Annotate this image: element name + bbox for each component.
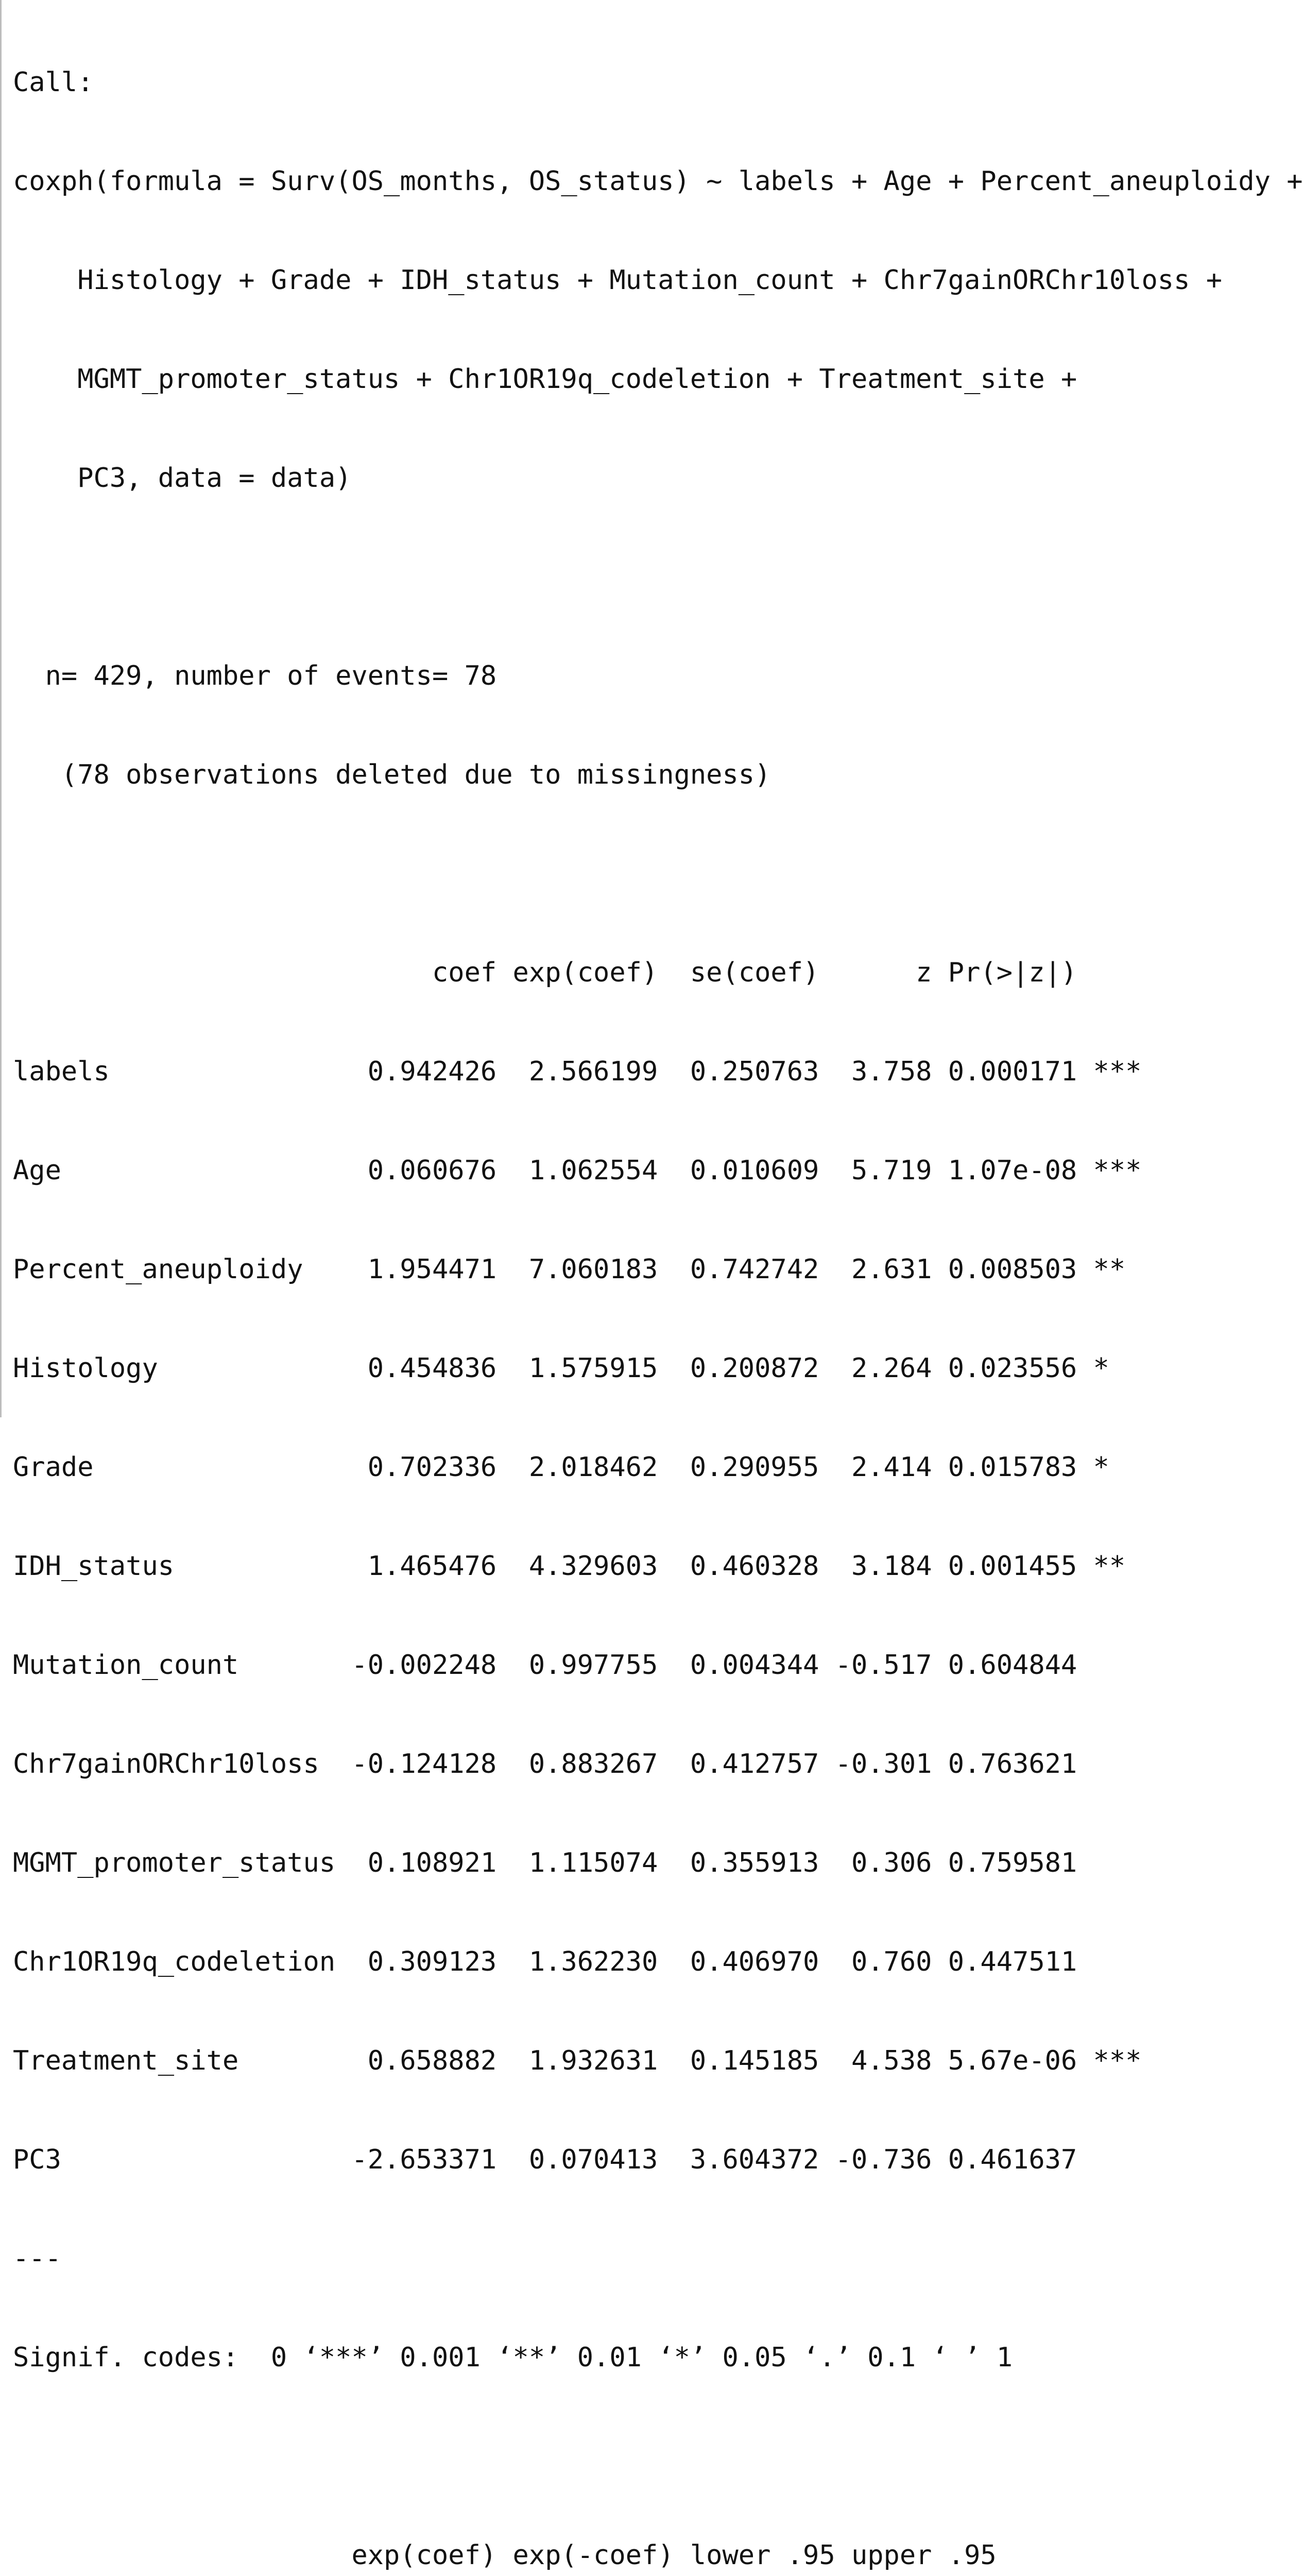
- console-line: Call:: [13, 67, 94, 98]
- console-line: PC3, data = data): [13, 463, 352, 494]
- console-line: Chr7gainORChr10loss -0.124128 0.883267 0.412757 -0.301 0.763621: [13, 1749, 1077, 1780]
- console-line: Histology + Grade + IDH_status + Mutation_count + Chr7gainORChr10loss +: [13, 265, 1222, 296]
- console-text: [13, 0, 1303, 2576]
- console-line: Histology 0.454836 1.575915 0.200872 2.264 0.023556 *: [13, 1353, 1109, 1384]
- console-line: Percent_aneuploidy 1.954471 7.060183 0.742742 2.631 0.008503 **: [13, 1254, 1126, 1285]
- console-line: Mutation_count -0.002248 0.997755 0.004344 -0.517 0.604844: [13, 1650, 1077, 1681]
- console-line: Chr1OR19q_codeletion 0.309123 1.362230 0.406970 0.760 0.447511: [13, 1946, 1077, 1977]
- console-line: [13, 857, 1303, 890]
- console-line: (78 observations deleted due to missingness): [13, 759, 771, 790]
- console-line: n= 429, number of events= 78: [13, 660, 497, 691]
- console-line: PC3 -2.653371 0.070413 3.604372 -0.736 0.461637: [13, 2144, 1077, 2175]
- console-line: Treatment_site 0.658882 1.932631 0.145185 4.538 5.67e-06 ***: [13, 2045, 1142, 2076]
- console-line: MGMT_promoter_status 0.108921 1.115074 0.355913 0.306 0.759581: [13, 1848, 1077, 1878]
- console-line: Age 0.060676 1.062554 0.010609 5.719 1.07e-08 ***: [13, 1155, 1142, 1186]
- console-line: labels 0.942426 2.566199 0.250763 3.758 0.000171 ***: [13, 1056, 1142, 1087]
- console-line: ---: [13, 2243, 61, 2274]
- console-line: MGMT_promoter_status + Chr1OR19q_codeletion + Treatment_site +: [13, 364, 1077, 395]
- console-line: [13, 2440, 1303, 2473]
- console-line: Signif. codes: 0 ‘***’ 0.001 ‘**’ 0.01 ‘*’ 0.05 ‘.’ 0.1 ‘ ’ 1: [13, 2342, 1013, 2373]
- console-line: [13, 561, 1303, 594]
- console-line: coef exp(coef) se(coef) z Pr(>|z|): [13, 957, 1077, 988]
- console-line: coxph(formula = Surv(OS_months, OS_status) ~ labels + Age + Percent_aneuploidy +: [13, 166, 1303, 197]
- console-line: exp(coef) exp(-coef) lower .95 upper .95: [13, 2540, 997, 2571]
- console-line: Grade 0.702336 2.018462 0.290955 2.414 0.015783 *: [13, 1452, 1109, 1483]
- console-line: IDH_status 1.465476 4.329603 0.460328 3.184 0.001455 **: [13, 1551, 1126, 1582]
